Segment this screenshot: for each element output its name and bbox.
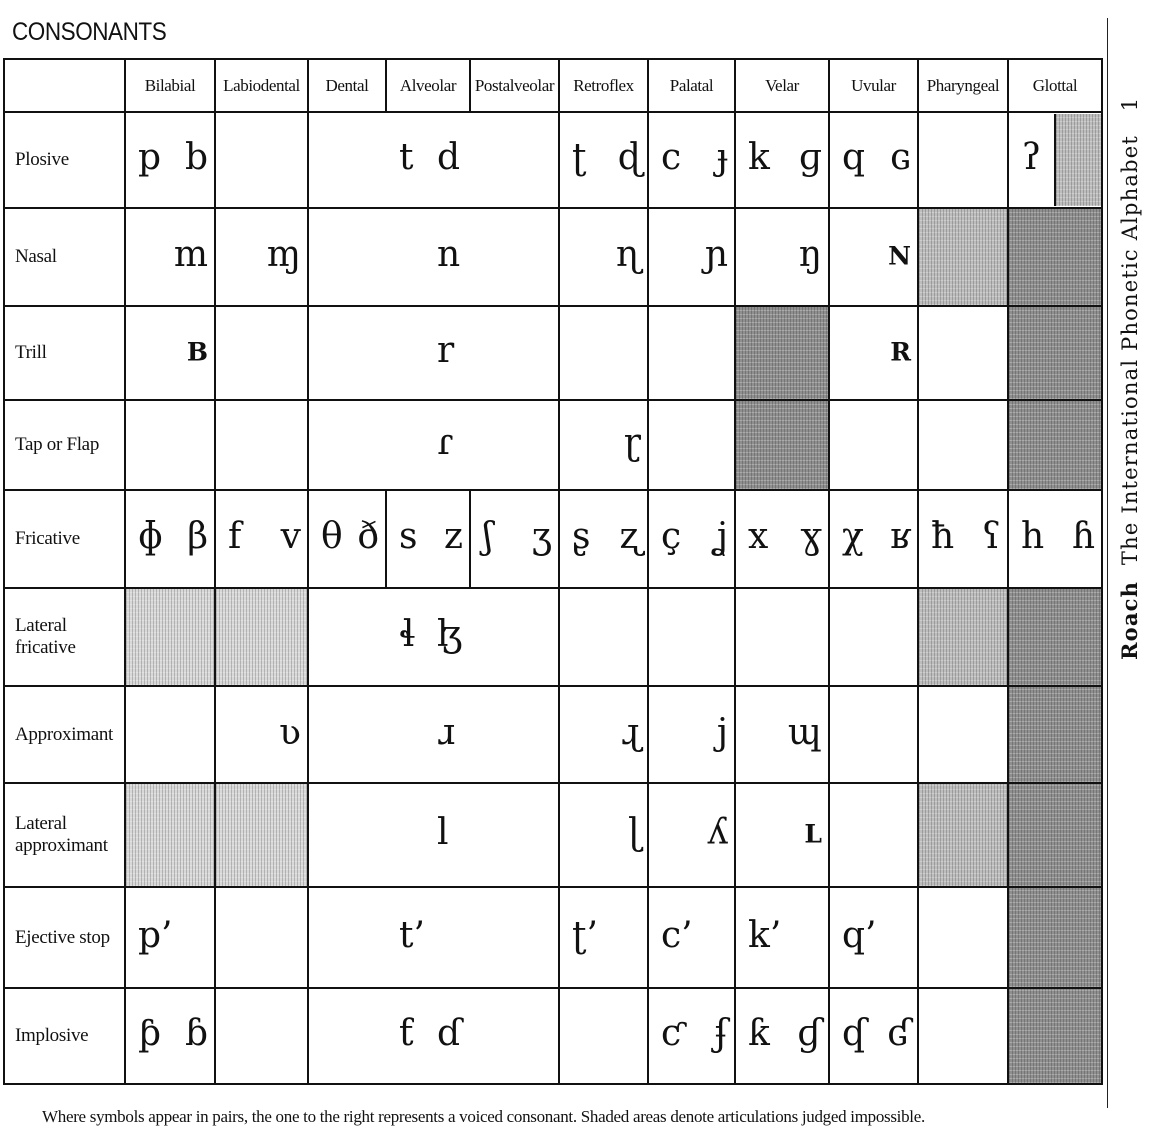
column-header: Dental — [308, 59, 386, 112]
cell-uvular — [829, 400, 918, 490]
voiced-symbol: ʒ — [531, 516, 552, 558]
cell-dental-alveolar-postalveolar — [308, 400, 559, 490]
impossible-shading — [918, 208, 1008, 306]
row-label-line: Lateral — [15, 813, 67, 834]
impossible-shading — [735, 306, 829, 400]
voiceless-symbol: q — [842, 137, 866, 179]
voiced-symbol: ɭ — [627, 812, 641, 854]
voiceless-symbol: ɬ — [399, 614, 416, 656]
cell-retroflex — [559, 400, 648, 490]
voiceless-symbol: ʠ — [842, 1013, 867, 1055]
cell-alveolar — [386, 490, 470, 588]
voiced-symbol: ɠ — [797, 1013, 822, 1055]
cell-bilabial — [125, 400, 215, 490]
cell-retroflex — [559, 686, 648, 783]
cell-retroflex — [559, 490, 648, 588]
cell-velar — [735, 588, 829, 686]
cell-palatal — [648, 490, 735, 588]
voiced-symbol: ɰ — [787, 711, 822, 753]
row-label: Nasal — [4, 208, 125, 306]
cell-uvular — [829, 112, 918, 208]
cell-uvular — [829, 887, 918, 988]
cell-pharyngeal — [918, 988, 1008, 1084]
impossible-shading — [125, 588, 215, 686]
voiced-symbol: ɗ — [437, 1013, 462, 1055]
row-label: Ejective stop — [4, 887, 125, 988]
cell-bilabial — [125, 208, 215, 306]
column-header: Retroflex — [559, 59, 648, 112]
cell-bilabial — [125, 887, 215, 988]
voiced-symbol: ɲ — [704, 234, 728, 276]
voiced-symbol: b — [184, 137, 208, 179]
row-plosive — [4, 112, 1102, 208]
voiced-symbol: ɻ — [621, 711, 641, 753]
impossible-shading — [1008, 887, 1102, 988]
row-label: Tap or Flap — [4, 400, 125, 490]
cell-palatal — [648, 400, 735, 490]
voiced-symbol: ɱ — [266, 234, 301, 276]
cell-labiodental — [215, 400, 308, 490]
voiceless-symbol: x — [748, 516, 769, 558]
column-header: Palatal — [648, 59, 735, 112]
cell-palatal — [648, 208, 735, 306]
cell-velar — [735, 112, 829, 208]
cell-uvular — [829, 208, 918, 306]
cell-velar — [735, 783, 829, 887]
row-lateral-approximant — [4, 783, 1102, 887]
cell-labiodental — [215, 208, 308, 306]
impossible-shading — [215, 588, 308, 686]
cell-retroflex — [559, 208, 648, 306]
voiceless-symbol: ʃ — [483, 516, 493, 558]
consonant-chart — [3, 58, 1103, 1085]
impossible-shading — [1054, 114, 1101, 206]
cell-dental-alveolar-postalveolar — [308, 887, 559, 988]
voiced-symbol: B — [186, 337, 208, 367]
cell-bilabial — [125, 306, 215, 400]
impossible-shading — [1008, 686, 1102, 783]
column-header: Bilabial — [125, 59, 215, 112]
ejective-symbol: q’ — [842, 914, 877, 956]
side-caption-page: 1 — [1118, 96, 1142, 112]
row-nasal — [4, 208, 1102, 306]
voiced-symbol: ʛ — [887, 1013, 911, 1055]
row-label-line: Lateral — [15, 615, 67, 636]
footnote: Where symbols appear in pairs, the one to the right represents a voiced consonant. Shaded areas denote articulations judged impossible. — [42, 1107, 925, 1126]
voiceless-symbol: ʂ — [572, 516, 591, 558]
chart-title: CONSONANTS — [12, 18, 167, 46]
voiceless-symbol: p — [138, 137, 162, 179]
cell-bilabial — [125, 988, 215, 1084]
row-label-line: fricative — [15, 637, 76, 658]
cell-palatal — [648, 988, 735, 1084]
column-header: Glottal — [1008, 59, 1102, 112]
voiceless-symbol: ƈ — [661, 1013, 682, 1055]
voiced-symbol: j — [716, 711, 728, 753]
cell-labiodental — [215, 686, 308, 783]
cell-dental — [308, 490, 386, 588]
voiceless-symbol: ƙ — [748, 1013, 770, 1055]
voiced-symbol: r — [437, 330, 455, 372]
voiced-symbol: m — [173, 234, 208, 276]
cell-palatal — [648, 887, 735, 988]
cell-bilabial — [125, 490, 215, 588]
voiceless-symbol: s — [399, 516, 418, 558]
row-label: Trill — [4, 306, 125, 400]
cell-labiodental — [215, 112, 308, 208]
cell-retroflex — [559, 988, 648, 1084]
voiced-symbol: ɾ — [437, 422, 454, 464]
voiced-symbol: ɟ — [716, 137, 728, 179]
voiced-symbol: ð — [357, 516, 379, 558]
cell-velar — [735, 686, 829, 783]
cell-postalveolar — [470, 490, 559, 588]
voiceless-symbol: ç — [661, 516, 682, 558]
impossible-shading — [1008, 783, 1102, 887]
voiceless-symbol: χ — [842, 516, 864, 558]
row-label: Fricative — [4, 490, 125, 588]
impossible-shading — [735, 400, 829, 490]
row-label — [4, 588, 125, 686]
impossible-shading — [1008, 306, 1102, 400]
impossible-shading — [215, 783, 308, 887]
cell-uvular — [829, 490, 918, 588]
impossible-shading — [1008, 988, 1102, 1084]
row-label: Approximant — [4, 686, 125, 783]
cell-uvular — [829, 988, 918, 1084]
row-label: Plosive — [4, 112, 125, 208]
voiced-symbol: ʋ — [279, 711, 301, 753]
side-caption-text: The International Phonetic Alphabet — [1118, 134, 1142, 566]
voiceless-symbol: k — [748, 137, 770, 179]
voiceless-symbol: ʔ — [1021, 137, 1042, 179]
voiced-symbol: d — [437, 137, 461, 179]
ejective-symbol: ʈ’ — [572, 914, 598, 956]
voiceless-symbol: t — [399, 137, 414, 179]
glottal-voiceless-half — [1009, 114, 1054, 206]
impossible-shading — [1008, 588, 1102, 686]
ejective-symbol: t’ — [399, 914, 425, 956]
column-header: Pharyngeal — [918, 59, 1008, 112]
cell-velar — [735, 208, 829, 306]
voiced-symbol: ɳ — [616, 234, 641, 276]
column-header: Uvular — [829, 59, 918, 112]
row-fricative — [4, 490, 1102, 588]
voiced-symbol: ɽ — [623, 422, 641, 464]
row-implosive — [4, 988, 1102, 1084]
voiceless-symbol: θ — [321, 516, 343, 558]
voiced-symbol: ʎ — [707, 812, 728, 854]
voiceless-symbol: ƭ — [399, 1013, 414, 1055]
impossible-shading — [918, 783, 1008, 887]
voiced-symbol: ɢ — [890, 137, 911, 179]
corner-cell — [4, 59, 125, 112]
impossible-shading — [1008, 400, 1102, 490]
cell-bilabial — [125, 112, 215, 208]
voiced-symbol: R — [890, 337, 911, 367]
ejective-symbol: p’ — [138, 914, 173, 956]
voiceless-symbol: ɸ — [138, 516, 163, 558]
voiced-symbol: ŋ — [798, 234, 822, 276]
voiced-symbol: ɣ — [800, 516, 822, 558]
voiced-symbol: ɦ — [1071, 516, 1095, 558]
row-ejective-stop — [4, 887, 1102, 988]
cell-dental-alveolar-postalveolar — [308, 588, 559, 686]
cell-labiodental — [215, 988, 308, 1084]
voiced-symbol: L — [804, 819, 822, 849]
row-label: Implosive — [4, 988, 125, 1084]
row-trill — [4, 306, 1102, 400]
column-header-row — [4, 59, 1102, 112]
voiced-symbol: ɓ — [184, 1013, 208, 1055]
column-header: Labiodental — [215, 59, 308, 112]
cell-palatal — [648, 588, 735, 686]
impossible-shading — [918, 588, 1008, 686]
cell-glottal — [1008, 490, 1102, 588]
cell-pharyngeal — [918, 306, 1008, 400]
voiced-symbol: N — [888, 241, 911, 271]
cell-palatal — [648, 686, 735, 783]
voiced-symbol: ɖ — [617, 137, 641, 179]
row-label — [4, 783, 125, 887]
cell-dental-alveolar-postalveolar — [308, 783, 559, 887]
impossible-shading — [125, 783, 215, 887]
cell-labiodental — [215, 887, 308, 988]
voiceless-symbol: c — [661, 137, 682, 179]
side-caption-author: Roach — [1117, 580, 1142, 660]
cell-retroflex — [559, 783, 648, 887]
ejective-symbol: k’ — [748, 914, 782, 956]
voiced-symbol: ʝ — [714, 516, 728, 558]
cell-pharyngeal — [918, 686, 1008, 783]
row-approximant — [4, 686, 1102, 783]
voiced-symbol: ɮ — [437, 614, 463, 656]
cell-retroflex — [559, 306, 648, 400]
cell-uvular — [829, 686, 918, 783]
row-lateral-fricative — [4, 588, 1102, 686]
voiceless-symbol: ħ — [931, 516, 955, 558]
cell-dental-alveolar-postalveolar — [308, 306, 559, 400]
cell-labiodental — [215, 490, 308, 588]
cell-glottal — [1008, 112, 1102, 208]
cell-bilabial — [125, 686, 215, 783]
cell-retroflex — [559, 588, 648, 686]
column-header: Velar — [735, 59, 829, 112]
cell-uvular — [829, 306, 918, 400]
cell-pharyngeal — [918, 490, 1008, 588]
voiced-symbol: ʕ — [981, 516, 1001, 558]
cell-palatal — [648, 783, 735, 887]
voiceless-symbol: ʈ — [572, 137, 587, 179]
column-header: Alveolar — [386, 59, 470, 112]
cell-dental-alveolar-postalveolar — [308, 686, 559, 783]
cell-pharyngeal — [918, 887, 1008, 988]
voiced-symbol: ʐ — [619, 516, 641, 558]
voiced-symbol: ɡ — [798, 137, 822, 179]
column-header: Postalveolar — [470, 59, 559, 112]
cell-pharyngeal — [918, 400, 1008, 490]
ejective-symbol: c’ — [661, 914, 693, 956]
voiceless-symbol: h — [1021, 516, 1045, 558]
cell-dental-alveolar-postalveolar — [308, 208, 559, 306]
cell-palatal — [648, 306, 735, 400]
voiced-symbol: l — [437, 812, 449, 854]
voiced-symbol: ʁ — [890, 516, 911, 558]
row-tap-flap — [4, 400, 1102, 490]
cell-velar — [735, 490, 829, 588]
voiceless-symbol: ƥ — [138, 1013, 162, 1055]
impossible-shading — [1008, 208, 1102, 306]
cell-pharyngeal — [918, 112, 1008, 208]
voiced-symbol: ʄ — [714, 1013, 728, 1055]
voiced-symbol: β — [187, 516, 208, 558]
cell-uvular — [829, 783, 918, 887]
cell-dental-alveolar-postalveolar — [308, 112, 559, 208]
voiced-symbol: v — [280, 516, 301, 558]
side-rule — [1107, 18, 1108, 1108]
cell-retroflex — [559, 112, 648, 208]
voiced-symbol: z — [444, 516, 463, 558]
cell-velar — [735, 988, 829, 1084]
voiced-symbol: n — [437, 234, 461, 276]
row-label-line: approximant — [15, 835, 108, 856]
cell-dental-alveolar-postalveolar — [308, 988, 559, 1084]
cell-palatal — [648, 112, 735, 208]
cell-retroflex — [559, 887, 648, 988]
cell-velar — [735, 887, 829, 988]
cell-labiodental — [215, 306, 308, 400]
voiced-symbol: ɹ — [437, 711, 456, 753]
cell-uvular — [829, 588, 918, 686]
side-caption — [1113, 20, 1153, 660]
voiceless-symbol: f — [228, 516, 242, 558]
